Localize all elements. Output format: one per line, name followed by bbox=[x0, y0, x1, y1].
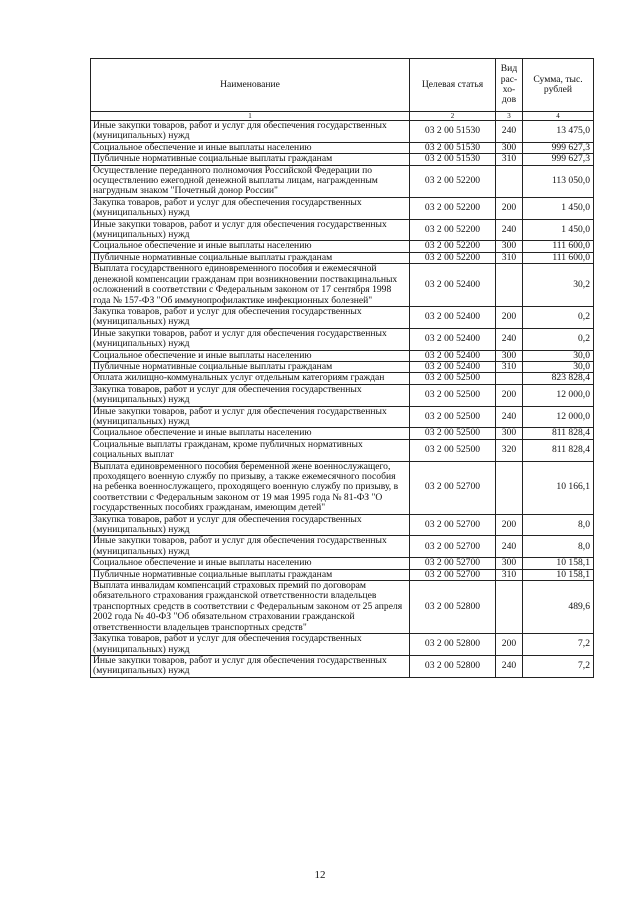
row-expense-type-cell: 240 bbox=[496, 536, 523, 558]
row-expense-type-cell: 300 bbox=[496, 241, 523, 252]
table-row bbox=[91, 439, 594, 461]
table-row bbox=[91, 154, 594, 165]
row-expense-type-cell: 310 bbox=[496, 569, 523, 580]
table-row bbox=[91, 219, 594, 241]
row-name-cell: Иные закупки товаров, работ и услуг для обеспечения государственных (муниципальных) нужд bbox=[91, 328, 410, 350]
row-target-article-cell: 03 2 00 51530 bbox=[410, 154, 496, 165]
row-target-article-cell: 03 2 00 52200 bbox=[410, 197, 496, 219]
row-expense-type-cell bbox=[496, 165, 523, 197]
header-target-article: Целевая статья bbox=[410, 59, 496, 112]
row-name-cell: Выплата государственного единовременного пособия и ежемесячной денежной компенсации гражданам при возникновении поствакцинальных осложнений в соответствии с Федеральным законом от 17 сентября 1998 года № 157-ФЗ "Об иммунопрофилактике инфекционных болезней" bbox=[91, 264, 410, 307]
row-sum-cell: 10 158,1 bbox=[523, 569, 594, 580]
table-row bbox=[91, 350, 594, 361]
row-target-article-cell: 03 2 00 52700 bbox=[410, 558, 496, 569]
table-row bbox=[91, 536, 594, 558]
row-name-cell: Социальное обеспечение и иные выплаты населению bbox=[91, 350, 410, 361]
table-row bbox=[91, 361, 594, 372]
row-expense-type-cell: 310 bbox=[496, 252, 523, 263]
row-name-cell: Оплата жилищно-коммунальных услуг отдельным категориям граждан bbox=[91, 373, 410, 384]
row-target-article-cell: 03 2 00 52700 bbox=[410, 514, 496, 536]
row-sum-cell: 13 475,0 bbox=[523, 121, 594, 143]
table-row bbox=[91, 558, 594, 569]
row-target-article-cell: 03 2 00 52200 bbox=[410, 241, 496, 252]
table-row bbox=[91, 197, 594, 219]
row-target-article-cell: 03 2 00 51530 bbox=[410, 121, 496, 143]
row-sum-cell: 7,2 bbox=[523, 634, 594, 656]
row-sum-cell: 823 828,4 bbox=[523, 373, 594, 384]
column-number: 4 bbox=[523, 112, 594, 121]
row-expense-type-cell: 300 bbox=[496, 142, 523, 153]
row-target-article-cell: 03 2 00 52500 bbox=[410, 428, 496, 439]
row-name-cell: Закупка товаров, работ и услуг для обеспечения государственных (муниципальных) нужд bbox=[91, 306, 410, 328]
page-number: 12 bbox=[314, 869, 326, 881]
table-row bbox=[91, 406, 594, 428]
table-row bbox=[91, 384, 594, 406]
row-name-cell: Социальное обеспечение и иные выплаты населению bbox=[91, 241, 410, 252]
row-sum-cell: 1 450,0 bbox=[523, 197, 594, 219]
row-name-cell: Иные закупки товаров, работ и услуг для обеспечения государственных (муниципальных) нужд bbox=[91, 655, 410, 677]
row-expense-type-cell: 240 bbox=[496, 655, 523, 677]
row-expense-type-cell bbox=[496, 461, 523, 514]
row-expense-type-cell: 240 bbox=[496, 219, 523, 241]
table-header-row bbox=[91, 59, 594, 112]
row-expense-type-cell: 240 bbox=[496, 121, 523, 143]
row-name-cell: Выплата единовременного пособия беременной жене военнослужащего, проходящего военную службу по призыву, а также ежемесячного пособия на ребенка военнослужащего, проходящего военную службу по призыву, в соответствии с Федеральным законом от 19 мая 1995 года № 81-ФЗ "О государственных пособиях гражданам, имеющим детей" bbox=[91, 461, 410, 514]
row-target-article-cell: 03 2 00 52200 bbox=[410, 219, 496, 241]
row-expense-type-cell: 200 bbox=[496, 514, 523, 536]
row-sum-cell: 489,6 bbox=[523, 581, 594, 634]
row-name-cell: Социальные выплаты гражданам, кроме публичных нормативных социальных выплат bbox=[91, 439, 410, 461]
table-body bbox=[91, 121, 594, 678]
row-name-cell: Публичные нормативные социальные выплаты гражданам bbox=[91, 569, 410, 580]
row-sum-cell: 111 600,0 bbox=[523, 252, 594, 263]
table-row bbox=[91, 264, 594, 307]
row-target-article-cell: 03 2 00 52400 bbox=[410, 328, 496, 350]
row-expense-type-cell: 200 bbox=[496, 197, 523, 219]
row-name-cell: Иные закупки товаров, работ и услуг для обеспечения государственных (муниципальных) нужд bbox=[91, 406, 410, 428]
row-target-article-cell: 03 2 00 52800 bbox=[410, 581, 496, 634]
row-target-article-cell: 03 2 00 52700 bbox=[410, 536, 496, 558]
row-name-cell: Иные закупки товаров, работ и услуг для обеспечения государственных (муниципальных) нужд bbox=[91, 219, 410, 241]
row-expense-type-cell: 300 bbox=[496, 428, 523, 439]
row-sum-cell: 1 450,0 bbox=[523, 219, 594, 241]
row-sum-cell: 10 166,1 bbox=[523, 461, 594, 514]
row-sum-cell: 12 000,0 bbox=[523, 406, 594, 428]
table-row bbox=[91, 306, 594, 328]
row-expense-type-cell bbox=[496, 373, 523, 384]
row-sum-cell: 0,2 bbox=[523, 306, 594, 328]
row-target-article-cell: 03 2 00 52800 bbox=[410, 655, 496, 677]
table-row bbox=[91, 142, 594, 153]
row-target-article-cell: 03 2 00 52500 bbox=[410, 406, 496, 428]
table-row bbox=[91, 655, 594, 677]
row-expense-type-cell bbox=[496, 264, 523, 307]
row-name-cell: Иные закупки товаров, работ и услуг для обеспечения государственных (муниципальных) нужд bbox=[91, 536, 410, 558]
table-row bbox=[91, 373, 594, 384]
header-name: Наименование bbox=[91, 59, 410, 112]
table-row bbox=[91, 569, 594, 580]
table-row bbox=[91, 461, 594, 514]
row-target-article-cell: 03 2 00 52200 bbox=[410, 252, 496, 263]
budget-table-sheet bbox=[90, 58, 593, 678]
row-name-cell: Осуществление переданного полномочия Российской Федерации по осуществлению ежегодной денежной выплаты лицам, награжденным нагрудным знаком "Почетный донор России" bbox=[91, 165, 410, 197]
row-expense-type-cell: 240 bbox=[496, 406, 523, 428]
row-target-article-cell: 03 2 00 52500 bbox=[410, 373, 496, 384]
table-row bbox=[91, 121, 594, 143]
row-sum-cell: 999 627,3 bbox=[523, 142, 594, 153]
row-name-cell: Закупка товаров, работ и услуг для обеспечения государственных (муниципальных) нужд bbox=[91, 514, 410, 536]
row-sum-cell: 8,0 bbox=[523, 536, 594, 558]
row-name-cell: Закупка товаров, работ и услуг для обеспечения государственных (муниципальных) нужд bbox=[91, 384, 410, 406]
row-expense-type-cell: 300 bbox=[496, 558, 523, 569]
row-name-cell: Публичные нормативные социальные выплаты гражданам bbox=[91, 252, 410, 263]
row-sum-cell: 30,0 bbox=[523, 361, 594, 372]
row-expense-type-cell: 310 bbox=[496, 154, 523, 165]
row-sum-cell: 999 627,3 bbox=[523, 154, 594, 165]
row-target-article-cell: 03 2 00 51530 bbox=[410, 142, 496, 153]
row-target-article-cell: 03 2 00 52500 bbox=[410, 384, 496, 406]
header-expense-type: Вид рас- хо- дов bbox=[496, 59, 523, 112]
row-expense-type-cell: 310 bbox=[496, 361, 523, 372]
column-number: 1 bbox=[91, 112, 410, 121]
row-sum-cell: 7,2 bbox=[523, 655, 594, 677]
table-row bbox=[91, 514, 594, 536]
row-name-cell: Социальное обеспечение и иные выплаты населению bbox=[91, 142, 410, 153]
row-target-article-cell: 03 2 00 52200 bbox=[410, 165, 496, 197]
row-sum-cell: 111 600,0 bbox=[523, 241, 594, 252]
table-row bbox=[91, 581, 594, 634]
row-sum-cell: 8,0 bbox=[523, 514, 594, 536]
row-expense-type-cell: 200 bbox=[496, 306, 523, 328]
budget-table bbox=[90, 58, 594, 678]
row-expense-type-cell: 240 bbox=[496, 328, 523, 350]
row-sum-cell: 811 828,4 bbox=[523, 439, 594, 461]
row-sum-cell: 12 000,0 bbox=[523, 384, 594, 406]
table-row bbox=[91, 165, 594, 197]
table-row bbox=[91, 241, 594, 252]
row-name-cell: Выплата инвалидам компенсаций страховых премий по договорам обязательного страхования гражданской ответственности владельцев транспортных средств в соответствии с Федеральным законом от 25 апреля 2002 года № 40-ФЗ "Об обязательном страховании гражданской ответственности владельцев транспортных средств" bbox=[91, 581, 410, 634]
row-sum-cell: 30,0 bbox=[523, 350, 594, 361]
row-target-article-cell: 03 2 00 52400 bbox=[410, 361, 496, 372]
row-expense-type-cell: 320 bbox=[496, 439, 523, 461]
table-row bbox=[91, 252, 594, 263]
row-target-article-cell: 03 2 00 52700 bbox=[410, 569, 496, 580]
row-name-cell: Социальное обеспечение и иные выплаты населению bbox=[91, 558, 410, 569]
row-target-article-cell: 03 2 00 52400 bbox=[410, 306, 496, 328]
table-row bbox=[91, 428, 594, 439]
row-name-cell: Закупка товаров, работ и услуг для обеспечения государственных (муниципальных) нужд bbox=[91, 634, 410, 656]
row-name-cell: Публичные нормативные социальные выплаты гражданам bbox=[91, 361, 410, 372]
column-number: 2 bbox=[410, 112, 496, 121]
row-sum-cell: 0,2 bbox=[523, 328, 594, 350]
row-expense-type-cell: 200 bbox=[496, 384, 523, 406]
row-expense-type-cell: 300 bbox=[496, 350, 523, 361]
row-sum-cell: 10 158,1 bbox=[523, 558, 594, 569]
row-target-article-cell: 03 2 00 52500 bbox=[410, 439, 496, 461]
row-target-article-cell: 03 2 00 52800 bbox=[410, 634, 496, 656]
row-name-cell: Социальное обеспечение и иные выплаты населению bbox=[91, 428, 410, 439]
row-name-cell: Публичные нормативные социальные выплаты гражданам bbox=[91, 154, 410, 165]
row-sum-cell: 30,2 bbox=[523, 264, 594, 307]
table-row bbox=[91, 328, 594, 350]
row-target-article-cell: 03 2 00 52400 bbox=[410, 350, 496, 361]
row-target-article-cell: 03 2 00 52700 bbox=[410, 461, 496, 514]
row-name-cell: Закупка товаров, работ и услуг для обеспечения государственных (муниципальных) нужд bbox=[91, 197, 410, 219]
row-expense-type-cell bbox=[496, 581, 523, 634]
row-expense-type-cell: 200 bbox=[496, 634, 523, 656]
row-name-cell: Иные закупки товаров, работ и услуг для обеспечения государственных (муниципальных) нужд bbox=[91, 121, 410, 143]
row-sum-cell: 811 828,4 bbox=[523, 428, 594, 439]
row-target-article-cell: 03 2 00 52400 bbox=[410, 264, 496, 307]
table-row bbox=[91, 634, 594, 656]
row-sum-cell: 113 050,0 bbox=[523, 165, 594, 197]
header-sum: Сумма, тыс. рублей bbox=[523, 59, 594, 112]
column-number: 3 bbox=[496, 112, 523, 121]
